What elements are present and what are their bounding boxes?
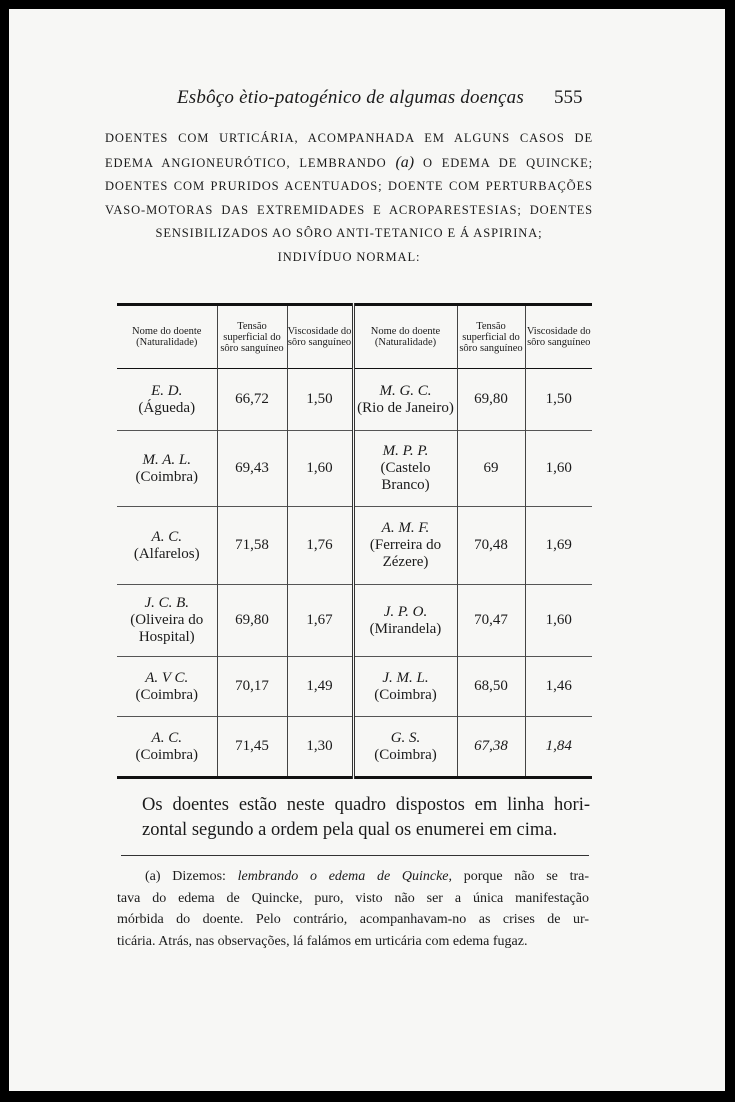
viscosity-cell: 1,60 (287, 431, 353, 507)
header-tension: Tensão superficial do sôro sanguíneo (457, 305, 525, 369)
paragraph-line: Os doentes estão neste quadro dispostos em linha hori- (142, 795, 590, 815)
footnote-line (117, 866, 589, 888)
patient-cell (353, 717, 457, 778)
patient-name: A. M. F. (381, 520, 430, 536)
patient-place: (Coimbra) (135, 468, 198, 485)
footnote-line: tava do edema de Quincke, puro, visto não ser a única manifestação (117, 890, 589, 906)
footnote-ref: (a) (395, 153, 415, 171)
footnote (117, 866, 589, 952)
header-tension: Tensão superficial do sôro sanguíneo (217, 305, 287, 369)
table-row (117, 507, 592, 585)
footnote-ref: (a) (145, 869, 161, 884)
patient-cell (117, 431, 217, 507)
patient-cell (117, 369, 217, 431)
tension-cell: 69,80 (217, 585, 287, 657)
tension-cell: 69 (457, 431, 525, 507)
patient-name: A. C. (151, 528, 182, 545)
paragraph-line: zontal segundo a ordem pela qual os enumerei em cima. (142, 820, 558, 840)
table-row (117, 657, 592, 717)
viscosity-cell: 1,50 (525, 369, 592, 431)
tension-cell: 69,43 (217, 431, 287, 507)
table-row (117, 431, 592, 507)
table-row (117, 585, 592, 657)
table-header (117, 305, 592, 369)
footnote-line: ticária. Atrás, nas observações, lá falámos em urticária com edema fugaz. (117, 933, 528, 949)
viscosity-cell: 1,30 (287, 717, 353, 778)
patient-cell (117, 507, 217, 585)
running-title: Esbôço ètio-patogénico de algumas doenças (177, 87, 524, 108)
patient-cell (117, 585, 217, 657)
header-name: Nome do doente (Naturalidade) (353, 305, 457, 369)
patient-place: (Águeda) (138, 399, 196, 416)
viscosity-cell: 1,49 (287, 657, 353, 717)
intro-text (105, 127, 593, 269)
patient-place: (Castelo Branco) (380, 460, 431, 493)
patient-name: M. P. P. (382, 443, 429, 459)
footnote-text: Dizemos: (172, 869, 226, 884)
patient-place: (Coimbra) (374, 686, 437, 703)
viscosity-cell: 1,69 (525, 507, 592, 585)
viscosity-cell: 1,46 (525, 657, 592, 717)
viscosity-cell: 1,60 (525, 585, 592, 657)
footnote-line: mórbida do doente. Pelo contrário, acompanhavam-no as crises de ur- (117, 912, 589, 927)
patient-place: (Alfarelos) (133, 545, 200, 562)
intro-line: DOENTES COM PRURIDOS ACENTUADOS; DOENTE COM PERTURBAÇÕES (105, 179, 593, 193)
patient-place: (Coimbra) (135, 686, 198, 703)
viscosity-cell: 1,50 (287, 369, 353, 431)
patient-place: (Coimbra) (374, 746, 437, 763)
intro-fragment: O EDEMA DE QUINCKE; (422, 155, 594, 170)
tension-cell: 70,47 (457, 585, 525, 657)
header-viscosity: Viscosidade do sôro sanguíneo (525, 305, 592, 369)
tension-cell: 67,38 (457, 717, 525, 778)
patient-cell (353, 431, 457, 507)
tension-cell: 66,72 (217, 369, 287, 431)
patient-cell (353, 507, 457, 585)
patient-name: A. C. (151, 729, 182, 746)
viscosity-cell: 1,84 (525, 717, 592, 778)
patient-cell (117, 717, 217, 778)
table-row (117, 369, 592, 431)
tension-cell: 71,58 (217, 507, 287, 585)
patient-place: (Rio de Janeiro) (357, 399, 454, 416)
viscosity-cell: 1,60 (525, 431, 592, 507)
viscosity-cell: 1,76 (287, 507, 353, 585)
tension-cell: 68,50 (457, 657, 525, 717)
viscosity-cell: 1,67 (287, 585, 353, 657)
patient-name: A. V C. (145, 669, 189, 686)
tension-cell: 71,45 (217, 717, 287, 778)
patient-place: (Oliveira do Hospital) (130, 612, 204, 645)
intro-line: DOENTES COM URTICÁRIA, ACOMPANHADA EM ALGUNS CASOS DE (105, 131, 593, 145)
running-header (9, 79, 725, 109)
intro-fragment: EDEMA ANGIONEURÓTICO, LEMBRANDO (105, 155, 387, 170)
body-paragraph (142, 793, 590, 843)
patient-name: M. G. C. (379, 382, 432, 399)
footnote-divider (121, 855, 589, 856)
data-table (117, 303, 592, 779)
patient-name: E. D. (151, 382, 183, 399)
patient-cell (353, 369, 457, 431)
patient-place: (Coimbra) (135, 746, 198, 763)
intro-line: INDIVÍDUO NORMAL: (277, 249, 421, 264)
tension-cell: 69,80 (457, 369, 525, 431)
tension-cell: 70,17 (217, 657, 287, 717)
book-page (9, 9, 725, 1091)
patient-name: G. S. (390, 729, 421, 746)
patient-cell (353, 585, 457, 657)
patient-name: J. M. L. (382, 669, 429, 686)
patient-place: (Mirandela) (369, 620, 442, 637)
patient-name: M. A. L. (142, 451, 191, 468)
header-viscosity: Viscosidade do sôro sanguíneo (287, 305, 353, 369)
patient-cell (117, 657, 217, 717)
patient-cell (353, 657, 457, 717)
intro-line (105, 151, 593, 176)
tension-cell: 70,48 (457, 507, 525, 585)
intro-line: VASO-MOTORAS DAS EXTREMIDADES E ACROPARESTESIAS; DOENTES (105, 202, 593, 217)
footnote-text: , porque não se tra- (448, 869, 590, 884)
page-number: 555 (554, 87, 583, 108)
intro-line: SENSIBILIZADOS AO SÔRO ANTI-TETANICO E Á ASPIRINA; (155, 226, 543, 240)
footnote-emphasis: lembrando o edema de Quincke (237, 869, 449, 884)
patient-name: J. C. B. (144, 595, 190, 611)
patient-name: J. P. O. (383, 603, 428, 620)
table-row (117, 717, 592, 778)
header-name: Nome do doente (Naturalidade) (132, 326, 202, 348)
patient-place: (Ferreira do Zézere) (369, 537, 442, 570)
